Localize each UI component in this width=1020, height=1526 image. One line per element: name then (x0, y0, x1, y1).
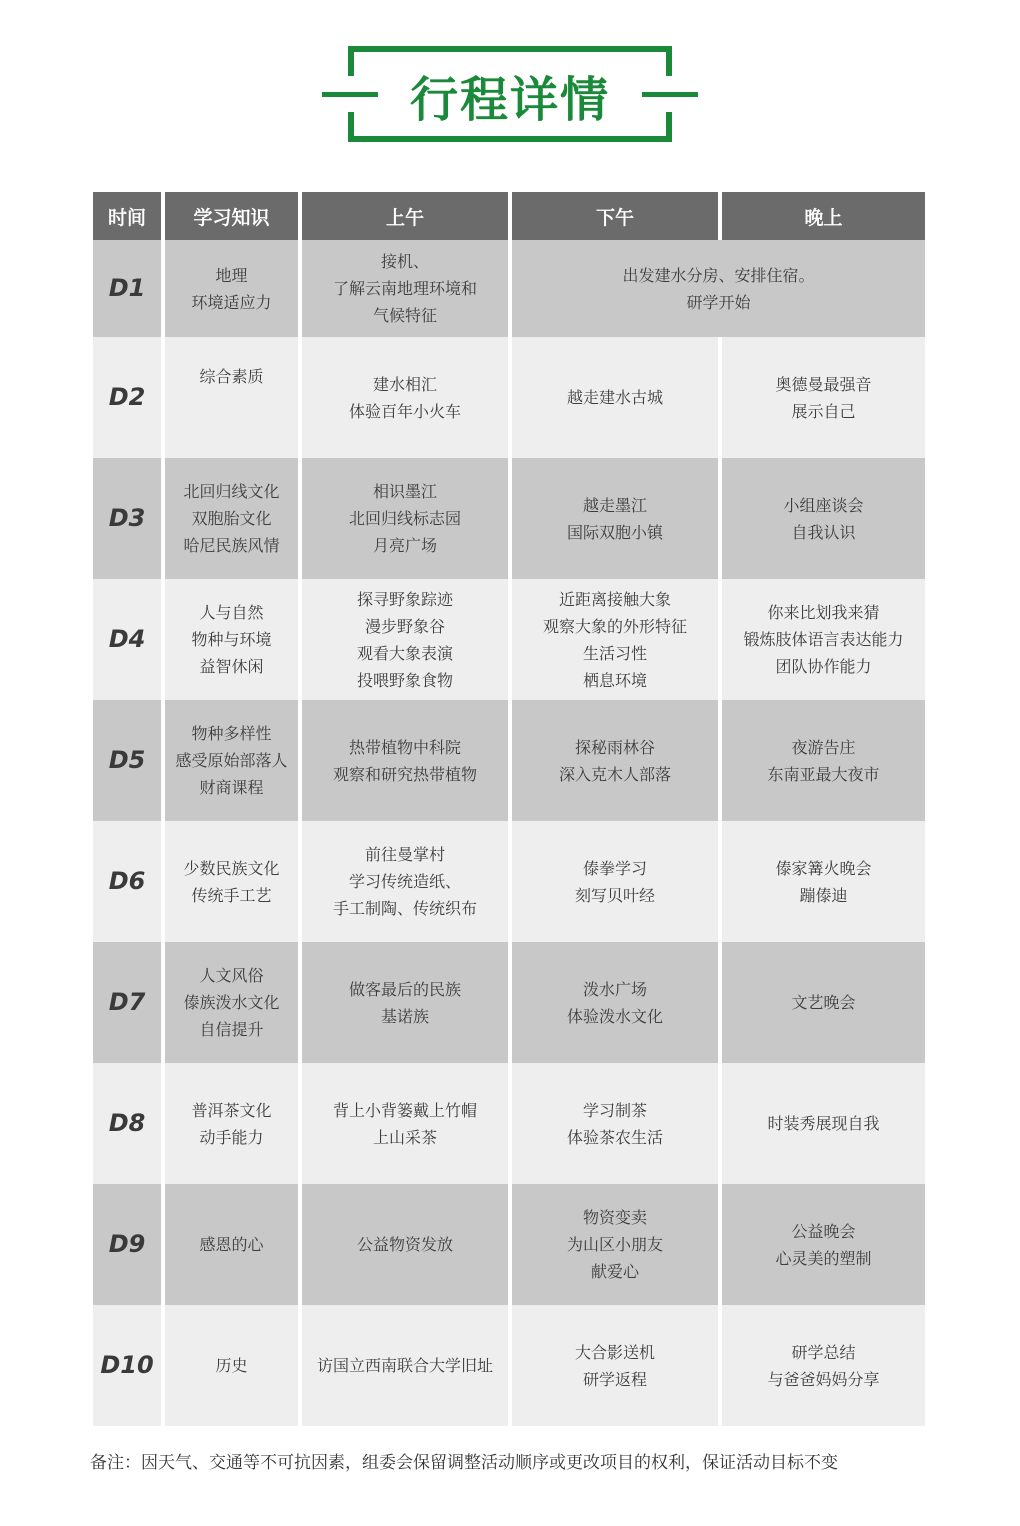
day-cell: D8 (93, 1063, 161, 1184)
evening-cell: 夜游告庄 东南亚最大夜市 (722, 700, 925, 821)
knowledge-cell: 感恩的心 (165, 1184, 298, 1305)
evening-cell: 你来比划我来猜 锻炼肢体语言表达能力 团队协作能力 (722, 579, 925, 700)
day-cell: D9 (93, 1184, 161, 1305)
day-cell: D2 (93, 337, 161, 458)
title-frame-top (348, 46, 672, 52)
knowledge-cell: 地理 环境适应力 (165, 240, 298, 337)
title-rule-left (322, 92, 378, 97)
evening-cell: 奥德曼最强音 展示自己 (722, 337, 925, 458)
header-time: 时间 (93, 192, 161, 240)
knowledge-cell: 物种多样性 感受原始部落人 财商课程 (165, 700, 298, 821)
header-morning: 上午 (302, 192, 508, 240)
evening-cell: 研学总结 与爸爸妈妈分享 (722, 1305, 925, 1426)
morning-cell: 接机、 了解云南地理环境和 气候特征 (302, 240, 508, 337)
afternoon-cell: 傣拳学习 刻写贝叶经 (512, 821, 718, 942)
knowledge-cell: 人文风俗 傣族泼水文化 自信提升 (165, 942, 298, 1063)
day-cell: D3 (93, 458, 161, 579)
morning-cell: 背上小背篓戴上竹帽 上山采茶 (302, 1063, 508, 1184)
morning-cell: 建水相汇 体验百年小火车 (302, 337, 508, 458)
schedule-table (93, 192, 927, 1426)
morning-cell: 前往曼掌村 学习传统造纸、 手工制陶、传统织布 (302, 821, 508, 942)
evening-cell: 文艺晚会 (722, 942, 925, 1063)
afternoon-cell: 越走墨江 国际双胞小镇 (512, 458, 718, 579)
afternoon-cell: 越走建水古城 (512, 337, 718, 458)
evening-cell: 公益晚会 心灵美的塑制 (722, 1184, 925, 1305)
header-afternoon: 下午 (512, 192, 718, 240)
page-title: 行程详情 (409, 71, 610, 128)
morning-cell: 公益物资发放 (302, 1184, 508, 1305)
knowledge-cell: 少数民族文化 传统手工艺 (165, 821, 298, 942)
evening-cell: 小组座谈会 自我认识 (722, 458, 925, 579)
title-banner (0, 0, 1020, 160)
morning-cell: 做客最后的民族 基诺族 (302, 942, 508, 1063)
title-frame-bottom (348, 136, 672, 142)
afternoon-cell: 泼水广场 体验泼水文化 (512, 942, 718, 1063)
day-cell: D7 (93, 942, 161, 1063)
day-cell: D6 (93, 821, 161, 942)
knowledge-cell: 历史 (165, 1305, 298, 1426)
knowledge-cell: 人与自然 物种与环境 益智休闲 (165, 579, 298, 700)
morning-cell: 探寻野象踪迹 漫步野象谷 观看大象表演 投喂野象食物 (302, 579, 508, 700)
day-cell: D1 (93, 240, 161, 337)
afternoon-cell: 大合影送机 研学返程 (512, 1305, 718, 1426)
header-evening: 晚上 (722, 192, 925, 240)
knowledge-cell: 综合素质 (165, 337, 298, 458)
morning-cell: 热带植物中科院 观察和研究热带植物 (302, 700, 508, 821)
day-cell: D5 (93, 700, 161, 821)
afternoon-evening-cell: 出发建水分房、安排住宿。 研学开始 (512, 240, 925, 337)
day-cell: D4 (93, 579, 161, 700)
day-cell: D10 (93, 1305, 161, 1426)
morning-cell: 相识墨江 北回归线标志园 月亮广场 (302, 458, 508, 579)
knowledge-cell: 北回归线文化 双胞胎文化 哈尼民族风情 (165, 458, 298, 579)
title-rule-right (642, 92, 698, 97)
evening-cell: 傣家篝火晚会 蹦傣迪 (722, 821, 925, 942)
morning-cell: 访国立西南联合大学旧址 (302, 1305, 508, 1426)
afternoon-cell: 学习制茶 体验茶农生活 (512, 1063, 718, 1184)
footnote: 备注：因天气、交通等不可抗因素，组委会保留调整活动顺序或更改项目的权利，保证活动目标不变 (90, 1453, 838, 1473)
evening-cell: 时装秀展现自我 (722, 1063, 925, 1184)
knowledge-cell: 普洱茶文化 动手能力 (165, 1063, 298, 1184)
afternoon-cell: 近距离接触大象 观察大象的外形特征 生活习性 栖息环境 (512, 579, 718, 700)
afternoon-cell: 物资变卖 为山区小朋友 献爱心 (512, 1184, 718, 1305)
afternoon-cell: 探秘雨林谷 深入克木人部落 (512, 700, 718, 821)
header-knowledge: 学习知识 (165, 192, 298, 240)
